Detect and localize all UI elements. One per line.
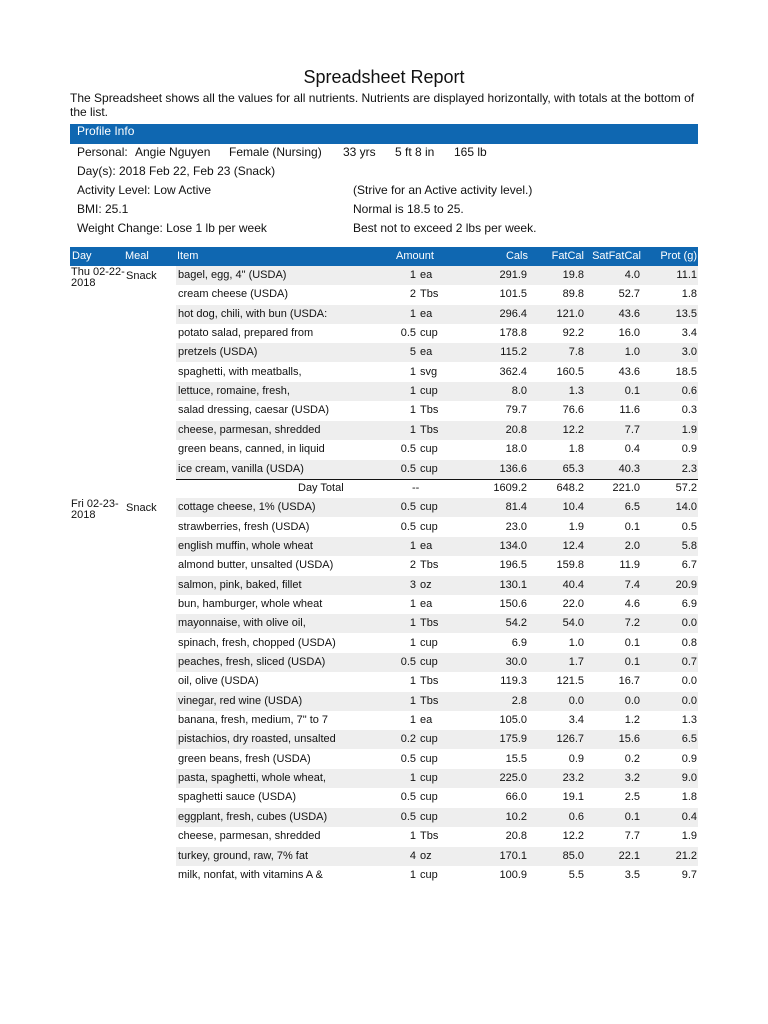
amount-qty: 0.5: [400, 462, 416, 475]
profile-bmi: BMI: 25.1: [77, 202, 129, 216]
profile-name: Angie Nguyen: [135, 145, 211, 159]
col-amount: Amount: [396, 250, 434, 262]
prot-value: 20.9: [675, 578, 697, 591]
prot-value: 14.0: [675, 501, 697, 514]
fatcal-value: 121.5: [556, 675, 584, 688]
fatcal-value: 0.6: [568, 810, 584, 823]
item-name: bagel, egg, 4" (USDA): [178, 269, 287, 281]
prot-value: 3.0: [681, 346, 697, 359]
satfatcal-value: 0.4: [624, 443, 640, 456]
amount-unit: cup: [420, 772, 438, 785]
item-name: cottage cheese, 1% (USDA): [178, 501, 316, 514]
amount-qty: 0.2: [400, 733, 416, 746]
amount-qty: 1: [409, 597, 416, 610]
table-row: [176, 614, 698, 633]
cals-value: 136.6: [499, 462, 527, 475]
item-name: spaghetti, with meatballs,: [178, 365, 302, 378]
amount-qty: 1: [409, 307, 416, 320]
amount-unit: ea: [420, 539, 433, 552]
item-name: lettuce, romaine, fresh,: [178, 385, 290, 398]
table-row: [176, 556, 698, 575]
fatcal-value: 5.5: [568, 868, 584, 881]
fatcal-value: 54.0: [562, 617, 584, 630]
cals-value: 66.0: [505, 791, 527, 804]
prot-value: 18.5: [675, 365, 697, 378]
satfatcal-value: 43.6: [618, 307, 640, 320]
fatcal-value: 76.6: [562, 404, 584, 417]
cals-value: 225.0: [499, 772, 527, 785]
profile-info-header: Profile Info: [70, 124, 698, 144]
prot-value: 0.5: [681, 520, 697, 533]
col-satfatcal: SatFatCal: [592, 250, 641, 262]
table-row: [176, 305, 698, 324]
table-row: [176, 576, 698, 595]
item-name: bun, hamburger, whole wheat: [178, 597, 323, 610]
day-total-satfatcal: 221.0: [612, 481, 640, 494]
fatcal-value: 19.8: [562, 269, 584, 281]
fatcal-value: 160.5: [556, 365, 584, 378]
satfatcal-value: 3.5: [624, 868, 640, 881]
fatcal-value: 0.9: [568, 752, 584, 765]
table-row: [176, 460, 698, 479]
cals-value: 175.9: [499, 733, 527, 746]
profile-weight-change-note: Best not to exceed 2 lbs per week.: [353, 221, 537, 235]
profile-activity-note: (Strive for an Active activity level.): [353, 183, 533, 197]
item-name: green beans, canned, in liquid: [178, 443, 325, 456]
prot-value: 0.4: [681, 810, 697, 823]
amount-unit: ea: [420, 269, 433, 281]
prot-value: 1.9: [681, 423, 697, 436]
amount-qty: 1: [409, 269, 416, 281]
amount-unit: cup: [420, 656, 438, 668]
satfatcal-value: 0.1: [624, 636, 640, 649]
amount-unit: Tbs: [420, 694, 439, 707]
meal-label: Snack: [126, 270, 157, 282]
amount-qty: 1: [409, 404, 416, 417]
satfatcal-value: 52.7: [618, 288, 640, 301]
amount-unit: Tbs: [420, 404, 439, 417]
amount-unit: cup: [420, 791, 438, 804]
amount-unit: cup: [420, 733, 438, 746]
amount-qty: 1: [409, 539, 416, 552]
prot-value: 11.1: [676, 269, 697, 281]
fatcal-value: 85.0: [562, 849, 584, 862]
amount-qty: 0.5: [400, 656, 416, 668]
amount-qty: 0.5: [400, 501, 416, 514]
profile-gender: Female (Nursing): [229, 145, 322, 159]
col-prot: Prot (g): [660, 250, 697, 262]
prot-value: 1.8: [681, 791, 697, 804]
satfatcal-value: 0.1: [624, 385, 640, 398]
satfatcal-value: 40.3: [618, 462, 640, 475]
amount-qty: 1: [409, 868, 416, 881]
fatcal-value: 1.3: [568, 385, 584, 398]
fatcal-value: 65.3: [562, 462, 584, 475]
item-name: vinegar, red wine (USDA): [178, 694, 303, 707]
amount-qty: 0.5: [400, 520, 416, 533]
cals-value: 81.4: [505, 501, 527, 514]
day-total-fatcal: 648.2: [556, 481, 584, 494]
amount-qty: 1: [409, 772, 416, 785]
amount-unit: Tbs: [420, 830, 439, 843]
prot-value: 0.6: [681, 385, 697, 398]
fatcal-value: 23.2: [562, 772, 584, 785]
cals-value: 54.2: [505, 617, 527, 630]
item-name: eggplant, fresh, cubes (USDA): [178, 810, 328, 823]
cals-value: 296.4: [499, 307, 527, 320]
table-row: [176, 808, 698, 827]
fatcal-value: 12.2: [562, 830, 584, 843]
amount-qty: 1: [409, 830, 416, 843]
amount-qty: 0.5: [400, 791, 416, 804]
col-meal: Meal: [125, 250, 149, 262]
amount-unit: cup: [420, 501, 438, 514]
report-title: Spreadsheet Report: [303, 67, 465, 87]
amount-qty: 2: [409, 288, 416, 301]
amount-unit: cup: [420, 752, 438, 765]
table-row: [176, 769, 698, 788]
amount-unit: svg: [420, 365, 438, 378]
amount-qty: 1: [409, 675, 416, 688]
col-day: Day: [72, 250, 92, 262]
satfatcal-value: 43.6: [618, 365, 640, 378]
item-name: spaghetti sauce (USDA): [178, 791, 296, 804]
item-name: pasta, spaghetti, whole wheat,: [178, 772, 326, 785]
table-row: [176, 653, 698, 672]
fatcal-value: 22.0: [562, 597, 584, 610]
item-name: hot dog, chili, with bun (USDA:: [178, 307, 328, 320]
cals-value: 10.2: [505, 810, 527, 823]
amount-qty: 0.5: [400, 752, 416, 765]
cals-value: 2.8: [511, 694, 527, 707]
amount-unit: Tbs: [420, 617, 439, 630]
fatcal-value: 0.0: [568, 694, 584, 707]
amount-unit: ea: [420, 346, 433, 359]
satfatcal-value: 7.7: [624, 423, 640, 436]
amount-unit: cup: [420, 636, 438, 649]
table-row: [176, 421, 698, 440]
amount-qty: 0.5: [400, 327, 416, 340]
item-name: peaches, fresh, sliced (USDA): [178, 656, 326, 668]
cals-value: 130.1: [499, 578, 527, 591]
cals-value: 101.5: [499, 288, 527, 301]
satfatcal-value: 22.1: [618, 849, 640, 862]
amount-unit: cup: [420, 810, 438, 823]
profile-weight-change: Weight Change: Lose 1 lb per week: [77, 221, 267, 235]
satfatcal-value: 0.1: [624, 656, 640, 668]
item-name: oil, olive (USDA): [178, 675, 259, 688]
fatcal-value: 1.8: [568, 443, 584, 456]
prot-value: 13.5: [675, 307, 697, 320]
satfatcal-value: 15.6: [618, 733, 640, 746]
profile-weight: 165 lb: [454, 145, 487, 159]
amount-qty: 1: [409, 617, 416, 630]
col-item: Item: [177, 250, 199, 262]
cals-value: 23.0: [505, 520, 527, 533]
amount-qty: 4: [409, 849, 416, 862]
cals-value: 115.2: [500, 346, 527, 359]
satfatcal-value: 6.5: [624, 501, 640, 514]
item-name: turkey, ground, raw, 7% fat: [178, 849, 309, 862]
day-label: Fri 02-23-2018: [71, 498, 119, 522]
amount-unit: Tbs: [420, 559, 439, 572]
amount-qty: 1: [409, 636, 416, 649]
amount-qty: 1: [409, 365, 416, 378]
satfatcal-value: 1.0: [624, 346, 640, 359]
cals-value: 196.5: [499, 559, 527, 572]
table-row: [176, 266, 698, 285]
fatcal-value: 126.7: [556, 733, 584, 746]
profile-activity: Activity Level: Low Active: [77, 183, 212, 197]
cals-value: 6.9: [511, 636, 527, 649]
profile-days: Day(s): 2018 Feb 22, Feb 23 (Snack): [77, 164, 276, 178]
table-row: [176, 711, 698, 730]
prot-value: 0.0: [681, 694, 697, 707]
amount-qty: 1: [409, 423, 416, 436]
satfatcal-value: 11.9: [619, 559, 640, 572]
table-row: [176, 440, 698, 459]
cals-value: 79.7: [505, 404, 527, 417]
profile-bmi-note: Normal is 18.5 to 25.: [353, 202, 464, 216]
satfatcal-value: 11.6: [619, 404, 640, 417]
prot-value: 1.8: [681, 288, 697, 301]
table-row: [176, 401, 698, 420]
prot-value: 6.7: [681, 559, 697, 572]
fatcal-value: 3.4: [568, 714, 584, 727]
item-name: milk, nonfat, with vitamins A &: [178, 868, 323, 881]
table-row: [176, 595, 698, 614]
satfatcal-value: 0.0: [624, 694, 640, 707]
satfatcal-value: 1.2: [624, 714, 640, 727]
amount-qty: 0.5: [400, 443, 416, 456]
prot-value: 3.4: [681, 327, 697, 340]
satfatcal-value: 4.6: [624, 597, 640, 610]
table-row: [176, 363, 698, 382]
amount-unit: Tbs: [420, 675, 439, 688]
cals-value: 170.1: [499, 849, 527, 862]
cals-value: 150.6: [499, 597, 527, 610]
fatcal-value: 40.4: [562, 578, 584, 591]
col-cals: Cals: [505, 250, 528, 262]
amount-unit: Tbs: [420, 288, 439, 301]
table-row: [176, 498, 698, 517]
table-row: [176, 866, 698, 885]
meal-label: Snack: [126, 502, 157, 515]
cals-value: 119.3: [500, 675, 527, 688]
amount-unit: cup: [420, 520, 438, 533]
cals-value: 30.0: [505, 656, 527, 668]
amount-qty: 3: [409, 578, 416, 591]
satfatcal-value: 16.7: [618, 675, 640, 688]
prot-value: 0.0: [681, 675, 697, 688]
fatcal-value: 92.2: [562, 327, 584, 340]
day-total-label: Day Total: [298, 481, 344, 494]
cals-value: 134.0: [499, 539, 527, 552]
item-name: salmon, pink, baked, fillet: [178, 578, 302, 591]
prot-value: 2.3: [681, 462, 697, 475]
item-name: strawberries, fresh (USDA): [178, 520, 310, 533]
item-name: cheese, parmesan, shredded: [178, 830, 321, 843]
day-total-amount: --: [412, 481, 420, 494]
day-label: Thu 02-22-2018: [71, 266, 125, 289]
table-row: [176, 537, 698, 556]
item-name: potato salad, prepared from: [178, 327, 314, 340]
satfatcal-value: 0.1: [624, 520, 640, 533]
fatcal-value: 1.0: [568, 636, 584, 649]
satfatcal-value: 0.2: [624, 752, 640, 765]
fatcal-value: 89.8: [562, 288, 584, 301]
satfatcal-value: 0.1: [624, 810, 640, 823]
amount-unit: ea: [420, 597, 433, 610]
table-row: [176, 324, 698, 343]
table-row: [176, 634, 698, 653]
prot-value: 21.2: [675, 849, 697, 862]
cals-value: 362.4: [499, 365, 527, 378]
item-name: pretzels (USDA): [178, 346, 258, 359]
fatcal-value: 121.0: [556, 307, 584, 320]
satfatcal-value: 2.5: [624, 791, 640, 804]
prot-value: 9.0: [681, 772, 697, 785]
fatcal-value: 159.8: [556, 559, 584, 572]
day-total-cals: 1609.2: [493, 481, 527, 494]
amount-qty: 0.5: [400, 810, 416, 823]
table-row: [176, 692, 698, 711]
prot-value: 0.9: [681, 752, 697, 765]
prot-value: 9.7: [681, 868, 697, 881]
item-name: spinach, fresh, chopped (USDA): [178, 636, 336, 649]
item-name: cream cheese (USDA): [178, 288, 289, 301]
cals-value: 100.9: [499, 868, 527, 881]
table-row: [176, 750, 698, 769]
prot-value: 0.8: [681, 636, 697, 649]
amount-unit: ea: [420, 714, 433, 727]
item-name: english muffin, whole wheat: [178, 539, 313, 552]
cals-value: 8.0: [511, 385, 527, 398]
fatcal-value: 7.8: [568, 346, 584, 359]
cals-value: 20.8: [505, 830, 527, 843]
report-intro: The Spreadsheet shows all the values for all nutrients. Nutrients are displayed horizontally, with totals at the bottom of the list.: [70, 91, 695, 119]
prot-value: 5.8: [681, 539, 697, 552]
table-row: [176, 827, 698, 846]
day-total-prot: 57.2: [675, 481, 697, 494]
item-name: almond butter, unsalted (USDA): [178, 559, 334, 572]
amount-qty: 1: [409, 694, 416, 707]
personal-label: Personal:: [77, 145, 128, 159]
amount-unit: cup: [420, 868, 438, 881]
satfatcal-value: 7.7: [624, 830, 640, 843]
amount-unit: cup: [420, 385, 438, 398]
fatcal-value: 10.4: [562, 501, 584, 514]
item-name: green beans, fresh (USDA): [178, 752, 311, 765]
amount-qty: 5: [409, 346, 416, 359]
satfatcal-value: 2.0: [624, 539, 640, 552]
table-row: [176, 285, 698, 304]
prot-value: 0.0: [681, 617, 697, 630]
prot-value: 0.3: [681, 404, 697, 417]
amount-unit: cup: [420, 327, 438, 340]
cals-value: 20.8: [505, 423, 527, 436]
table-row: [176, 343, 698, 362]
prot-value: 0.9: [681, 443, 697, 456]
item-name: mayonnaise, with olive oil,: [178, 617, 306, 630]
amount-unit: ea: [420, 307, 433, 320]
cals-value: 291.9: [499, 269, 527, 281]
amount-qty: 2: [409, 559, 416, 572]
item-name: ice cream, vanilla (USDA): [178, 462, 304, 475]
fatcal-value: 19.1: [562, 791, 584, 804]
cals-value: 15.5: [505, 752, 527, 765]
item-name: cheese, parmesan, shredded: [178, 423, 321, 436]
prot-value: 6.5: [681, 733, 697, 746]
table-row: [176, 672, 698, 691]
cals-value: 105.0: [499, 714, 527, 727]
fatcal-value: 12.2: [562, 423, 584, 436]
profile-height: 5 ft 8 in: [395, 145, 435, 159]
prot-value: 6.9: [681, 597, 697, 610]
col-fatcal: FatCal: [551, 250, 584, 262]
satfatcal-value: 7.4: [624, 578, 640, 591]
amount-unit: oz: [420, 578, 432, 591]
prot-value: 0.7: [681, 656, 697, 668]
prot-value: 1.9: [681, 830, 697, 843]
table-row: [176, 518, 698, 537]
fatcal-value: 1.7: [568, 656, 584, 668]
table-row: [176, 847, 698, 866]
amount-unit: cup: [420, 462, 438, 475]
item-name: pistachios, dry roasted, unsalted: [178, 733, 336, 746]
table-row: [176, 788, 698, 807]
cals-value: 178.8: [499, 327, 527, 340]
profile-age: 33 yrs: [343, 145, 376, 159]
amount-unit: oz: [420, 849, 432, 862]
day-total-row: [176, 479, 698, 498]
amount-qty: 1: [409, 714, 416, 727]
cals-value: 18.0: [505, 443, 527, 456]
table-row: [176, 730, 698, 749]
item-name: salad dressing, caesar (USDA): [178, 404, 330, 417]
satfatcal-value: 3.2: [624, 772, 640, 785]
amount-unit: cup: [420, 443, 438, 456]
amount-qty: 1: [409, 385, 416, 398]
satfatcal-value: 16.0: [618, 327, 640, 340]
satfatcal-value: 7.2: [624, 617, 640, 630]
fatcal-value: 1.9: [568, 520, 584, 533]
table-header: [70, 247, 698, 266]
table-row: [176, 382, 698, 401]
fatcal-value: 12.4: [562, 539, 584, 552]
item-name: banana, fresh, medium, 7" to 7: [178, 714, 329, 727]
satfatcal-value: 4.0: [624, 269, 640, 281]
amount-unit: Tbs: [420, 423, 439, 436]
prot-value: 1.3: [681, 714, 697, 727]
